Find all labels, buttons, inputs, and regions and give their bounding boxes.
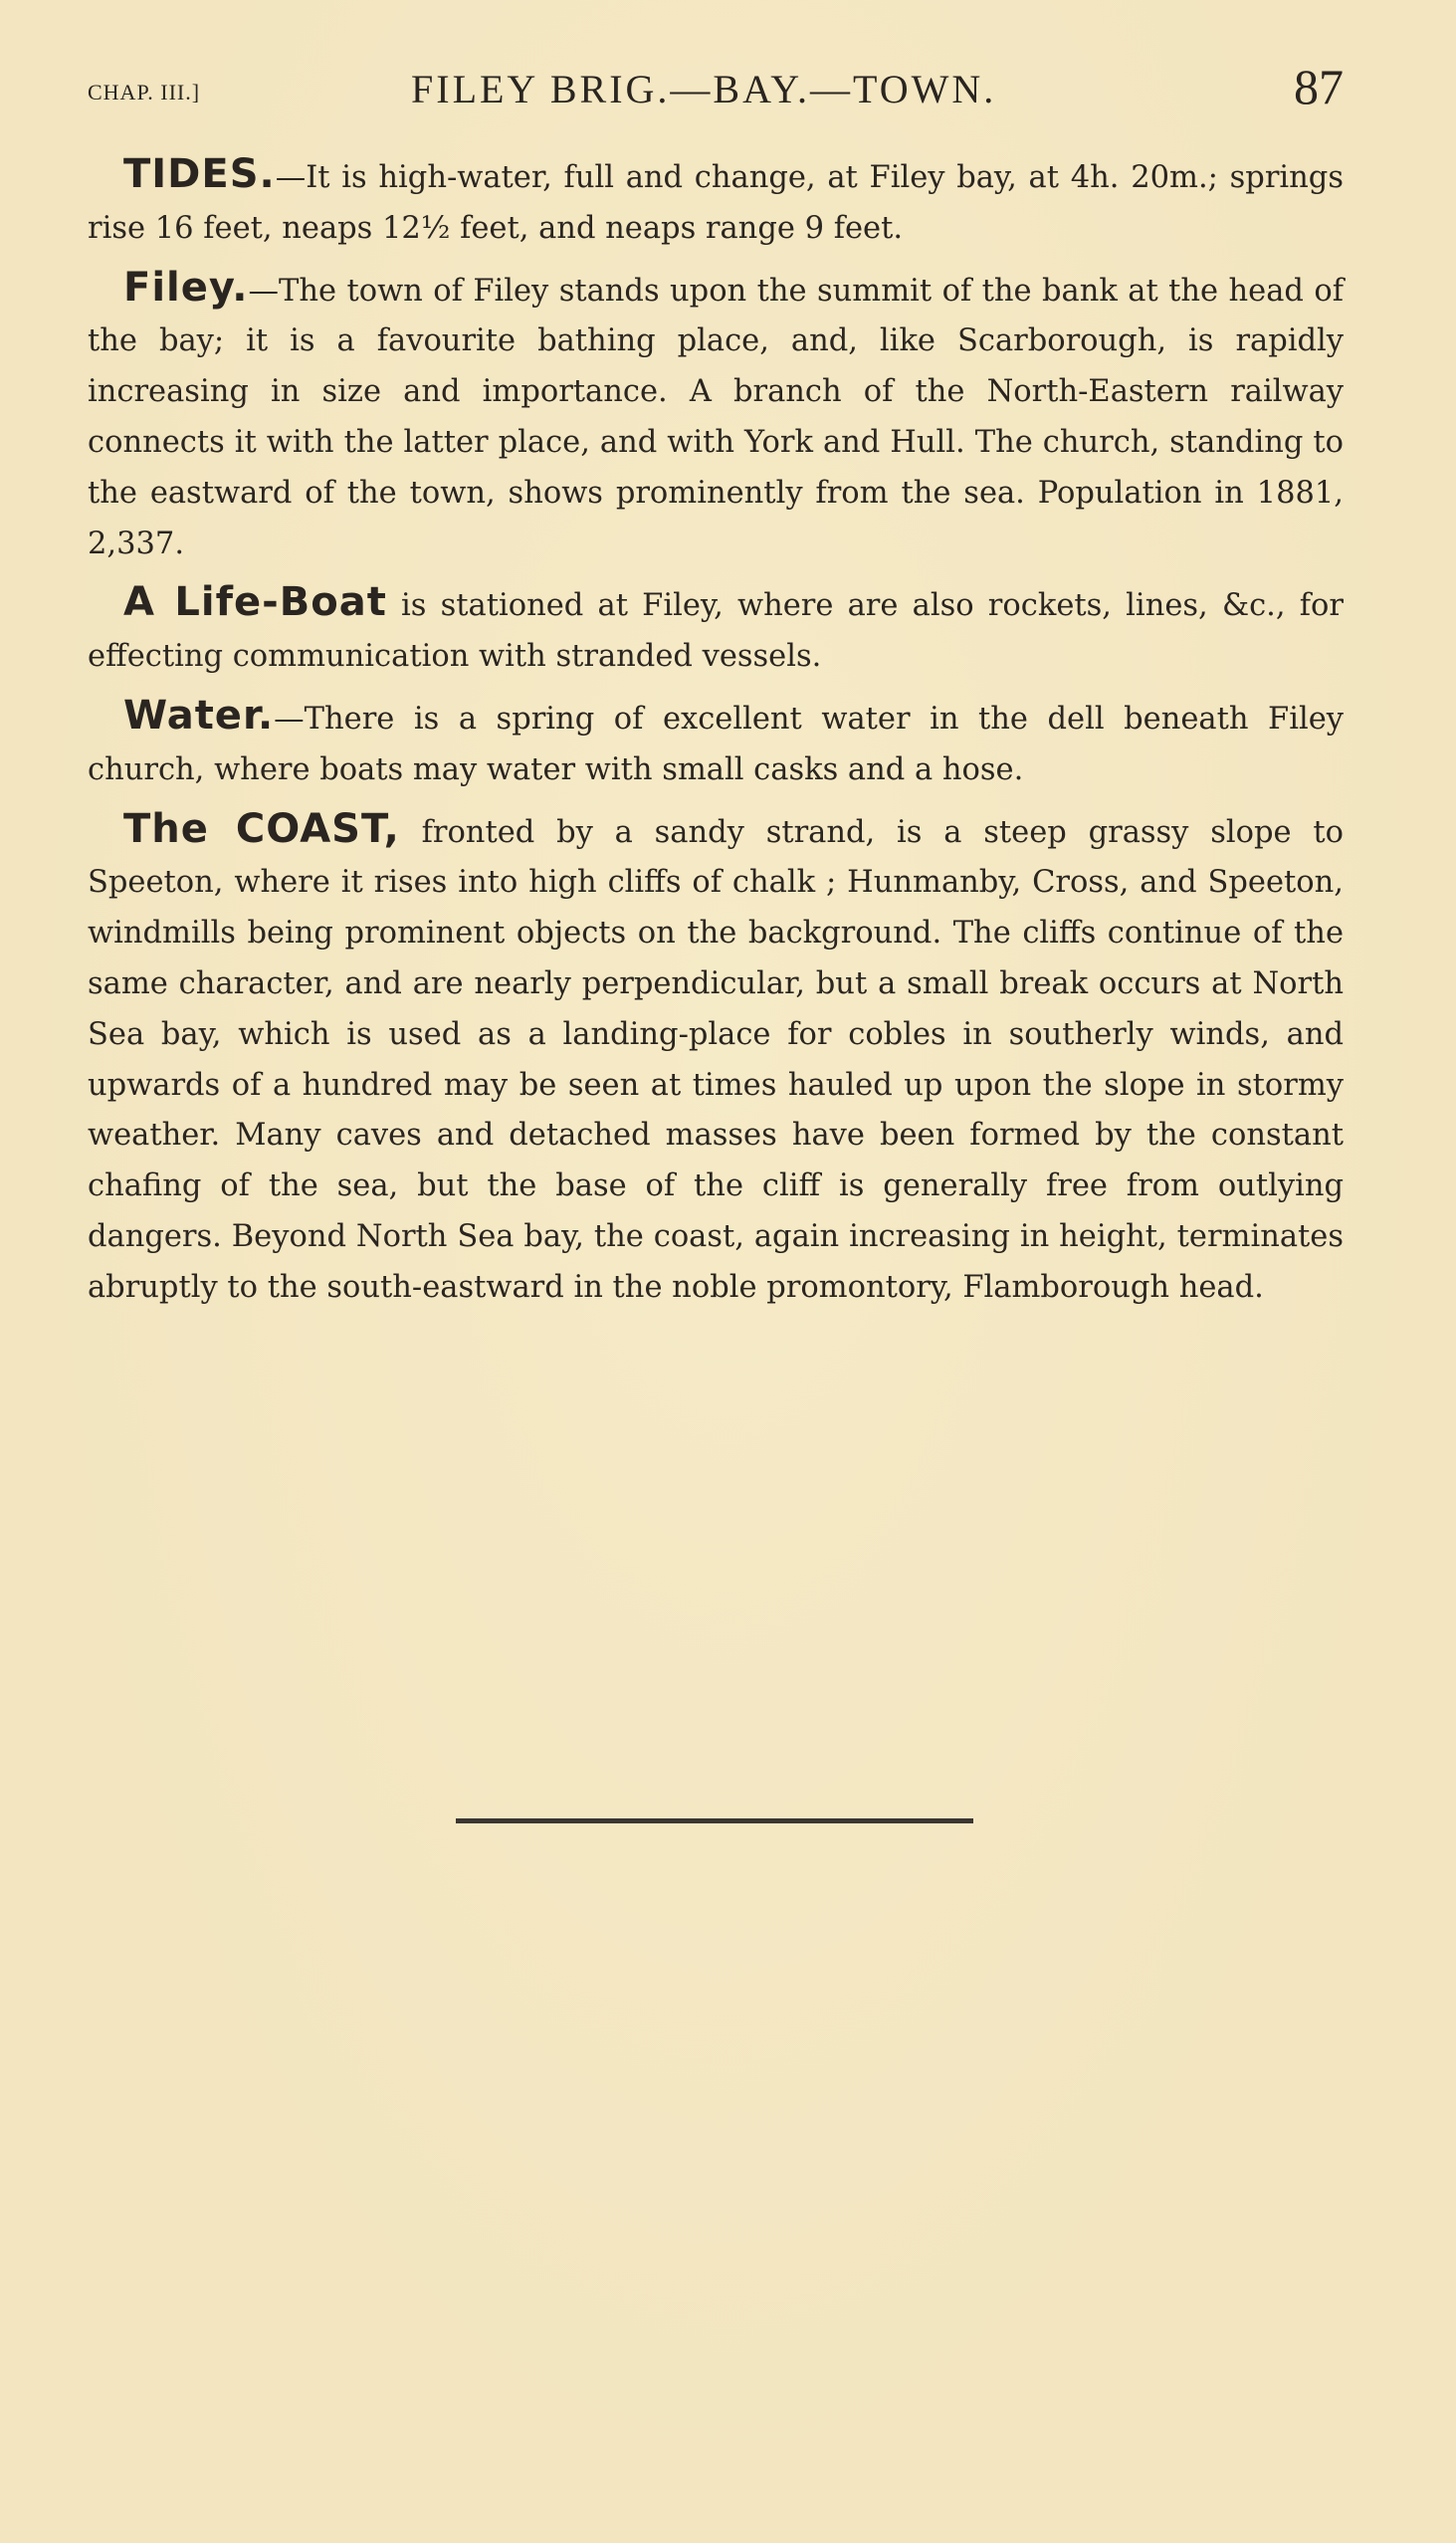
closing-rule <box>456 1818 973 1823</box>
paragraph-lead-coast: The COAST, <box>123 805 400 852</box>
body-text <box>88 149 1344 1322</box>
running-head <box>88 58 1344 117</box>
chapter-label: CHAP. III.] <box>88 80 201 105</box>
paragraph-lead-water: Water. <box>123 692 275 739</box>
page-title: FILEY BRIG.—BAY.—TOWN. <box>411 67 997 111</box>
paragraph-water <box>88 691 1344 796</box>
page-number: 87 <box>1294 59 1344 114</box>
paragraph-lead-tides: TIDES. <box>123 151 276 197</box>
paragraph-text-water: —There is a spring of excellent water in the dell beneath Filey church, where boats may water with small casks and a hose. <box>88 701 1344 787</box>
paragraph-lead-filey: Filey. <box>123 264 249 311</box>
paragraph-text-filey: —The town of Filey stands upon the summit of the bank at the head of the bay; it is a favourite bathing place, and, like Scarborough, is rapidly increasing in size and importance. A branch of the North-Eastern railway connects it with the latter place, and with York and Hull. The church, standing to the eastward of the town, shows prominently from the sea. Population in 1881, 2,337. <box>88 273 1344 561</box>
paragraph-text-coast: fronted by a sandy strand, is a steep grassy slope to Speeton, where it rises into high cliffs of chalk ; Hunmanby, Cross, and Speeton, windmills being prominent objects on the background. The cliffs continue of the same character, and are nearly perpendicular, but a small break occurs at North Sea bay, which is used as a landing-place for cobles in southerly winds, and upwards of a hundred may be seen at times hauled up upon the slope in stormy weather. Many caves and detached masses have been formed by the constant chafing of the sea, but the base of the cliff is generally free from outlying dangers. Beyond North Sea bay, the coast, again increasing in height, terminates abruptly to the south-eastward in the noble promontory, Flamborough head. <box>88 814 1344 1305</box>
paragraph-lead-life-boat: A Life-Boat <box>123 579 387 626</box>
paragraph-tides <box>88 149 1344 255</box>
paragraph-coast <box>88 804 1344 1314</box>
paragraph-text-life-boat: is stationed at Filey, where are also rockets, lines, &c., for effecting communication with stranded vessels. <box>88 588 1345 675</box>
paragraph-life-boat <box>88 577 1344 683</box>
paragraph-filey <box>88 263 1344 570</box>
paragraph-text-tides: —It is high-water, full and change, at Filey bay, at 4h. 20m.; springs rise 16 feet, neaps 12½ feet, and neaps range 9 feet. <box>88 160 1344 246</box>
